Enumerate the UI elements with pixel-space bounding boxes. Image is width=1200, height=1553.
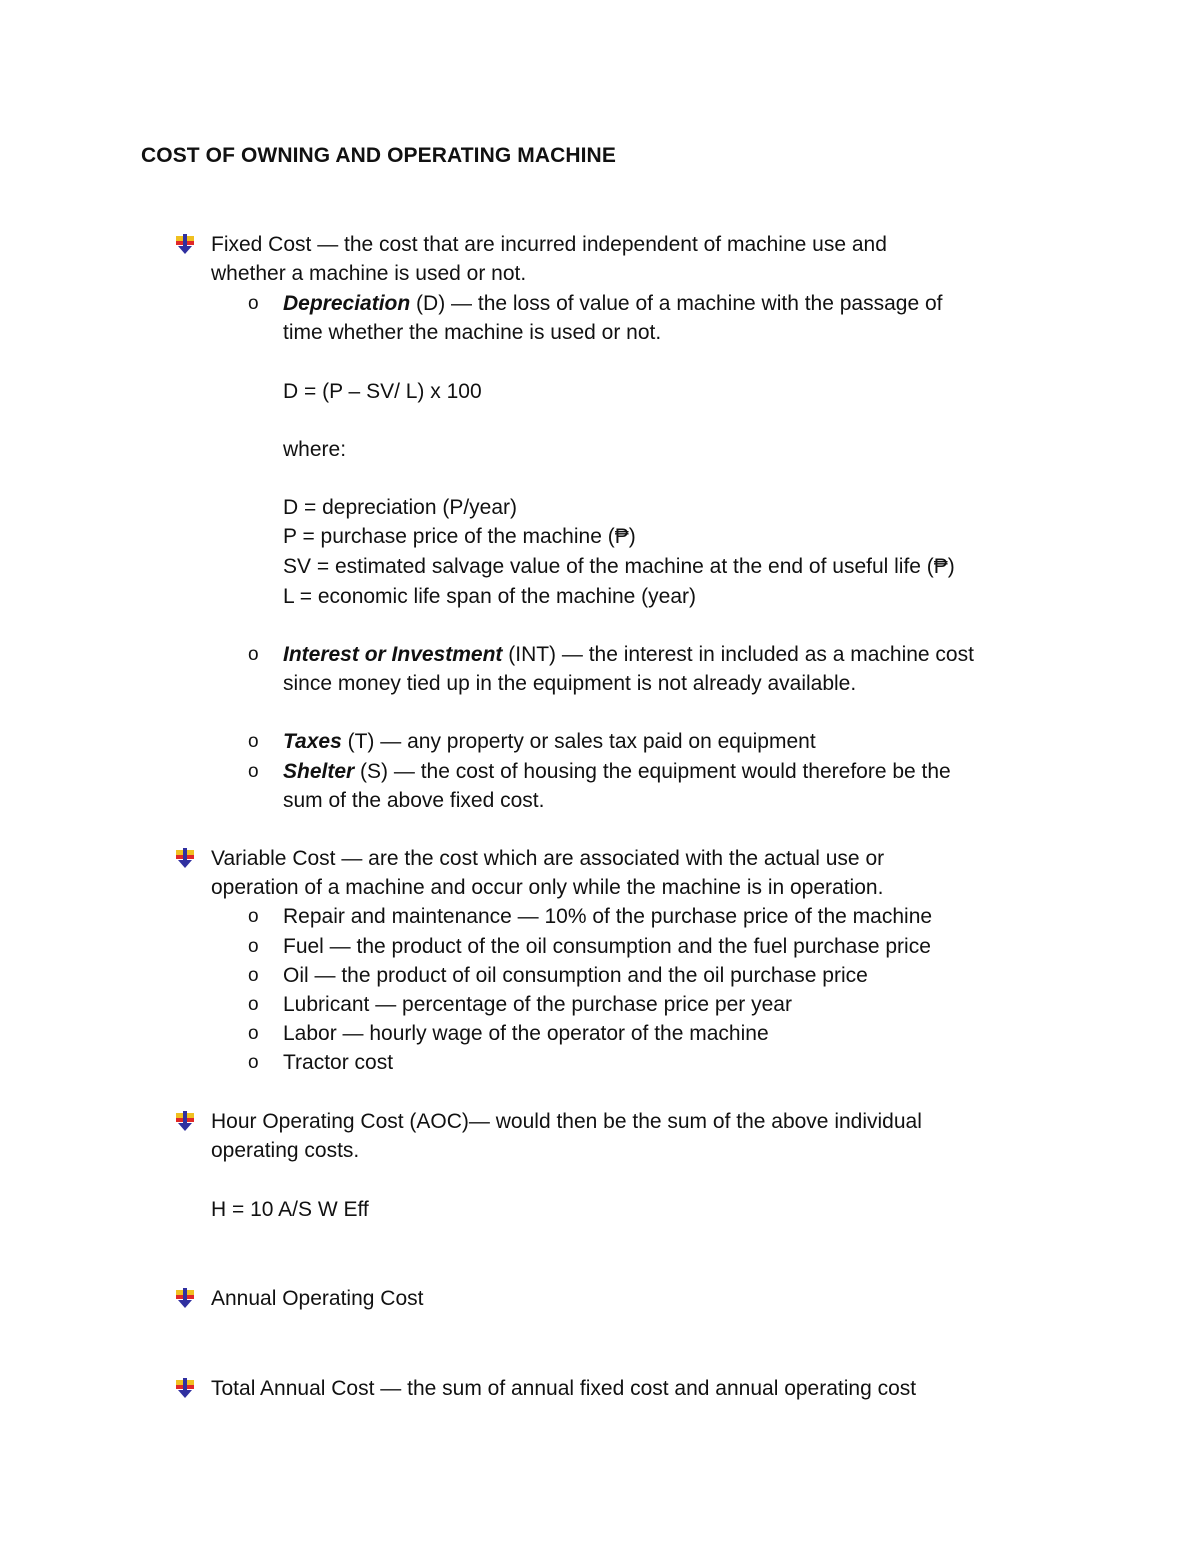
where-label: where:	[283, 438, 347, 461]
definition-line: D = depreciation (P/year)	[283, 496, 518, 519]
variable-cost-line2: operation of a machine and occur only while the machine is in operation.	[211, 876, 884, 899]
interest-line2: since money tied up in the equipment is not already available.	[283, 672, 857, 695]
sub-bullet: o	[248, 644, 259, 665]
definition-line: L = economic life span of the machine (year)	[283, 585, 697, 608]
arrow-bullet-icon	[174, 846, 196, 870]
variable-item: Oil — the product of oil consumption and the oil purchase price	[283, 964, 868, 987]
sub-bullet: o	[248, 936, 259, 957]
total-annual-cost: Total Annual Cost — the sum of annual fixed cost and annual operating cost	[211, 1377, 917, 1400]
taxes-desc: (T) — any property or sales tax paid on equipment	[341, 730, 816, 753]
variable-item: Fuel — the product of the oil consumption and the fuel purchase price	[283, 935, 931, 958]
shelter-term: Shelter	[283, 760, 355, 783]
sub-bullet: o	[248, 731, 259, 752]
taxes-line	[283, 729, 816, 755]
shelter-line2: sum of the above fixed cost.	[283, 789, 545, 812]
variable-item: Tractor cost	[283, 1051, 394, 1074]
depreciation-line2: time whether the machine is used or not.	[283, 321, 662, 344]
interest-term: Interest or Investment	[283, 643, 503, 666]
fixed-cost-line1: Fixed Cost — the cost that are incurred independent of machine use and	[211, 233, 887, 256]
variable-item: Repair and maintenance — 10% of the purchase price of the machine	[283, 905, 933, 928]
shelter-line1	[283, 759, 951, 785]
depreciation-formula: D = (P – SV/ L) x 100	[283, 380, 482, 403]
arrow-bullet-icon	[174, 1376, 196, 1400]
arrow-bullet-icon	[174, 232, 196, 256]
interest-line1	[283, 642, 974, 668]
shelter-desc: (S) — the cost of housing the equipment would therefore be the	[354, 760, 951, 783]
variable-item: Lubricant — percentage of the purchase price per year	[283, 993, 792, 1016]
sub-bullet: o	[248, 965, 259, 986]
document-title: COST OF OWNING AND OPERATING MACHINE	[141, 144, 616, 167]
fixed-cost-line2: whether a machine is used or not.	[211, 262, 527, 285]
variable-cost-line1: Variable Cost — are the cost which are associated with the actual use or	[211, 847, 885, 870]
hour-cost-line1: Hour Operating Cost (AOC)— would then be the sum of the above individual	[211, 1110, 922, 1133]
definition-line: SV = estimated salvage value of the machine at the end of useful life (₱)	[283, 555, 955, 578]
definition-line: P = purchase price of the machine (₱)	[283, 525, 636, 548]
interest-desc: (INT) — the interest in included as a machine cost	[502, 643, 974, 666]
arrow-bullet-icon	[174, 1286, 196, 1310]
taxes-term: Taxes	[283, 730, 342, 753]
variable-item: Labor — hourly wage of the operator of the machine	[283, 1022, 769, 1045]
depreciation-term: Depreciation	[283, 292, 411, 315]
sub-bullet: o	[248, 994, 259, 1015]
depreciation-line1	[283, 291, 942, 317]
hour-cost-formula: H = 10 A/S W Eff	[211, 1198, 369, 1221]
sub-bullet: o	[248, 1023, 259, 1044]
sub-bullet: o	[248, 293, 259, 314]
sub-bullet: o	[248, 1052, 259, 1073]
arrow-bullet-icon	[174, 1109, 196, 1133]
sub-bullet: o	[248, 761, 259, 782]
sub-bullet: o	[248, 906, 259, 927]
hour-cost-line2: operating costs.	[211, 1139, 360, 1162]
depreciation-desc: (D) — the loss of value of a machine with the passage of	[410, 292, 943, 315]
annual-operating-cost: Annual Operating Cost	[211, 1287, 424, 1310]
